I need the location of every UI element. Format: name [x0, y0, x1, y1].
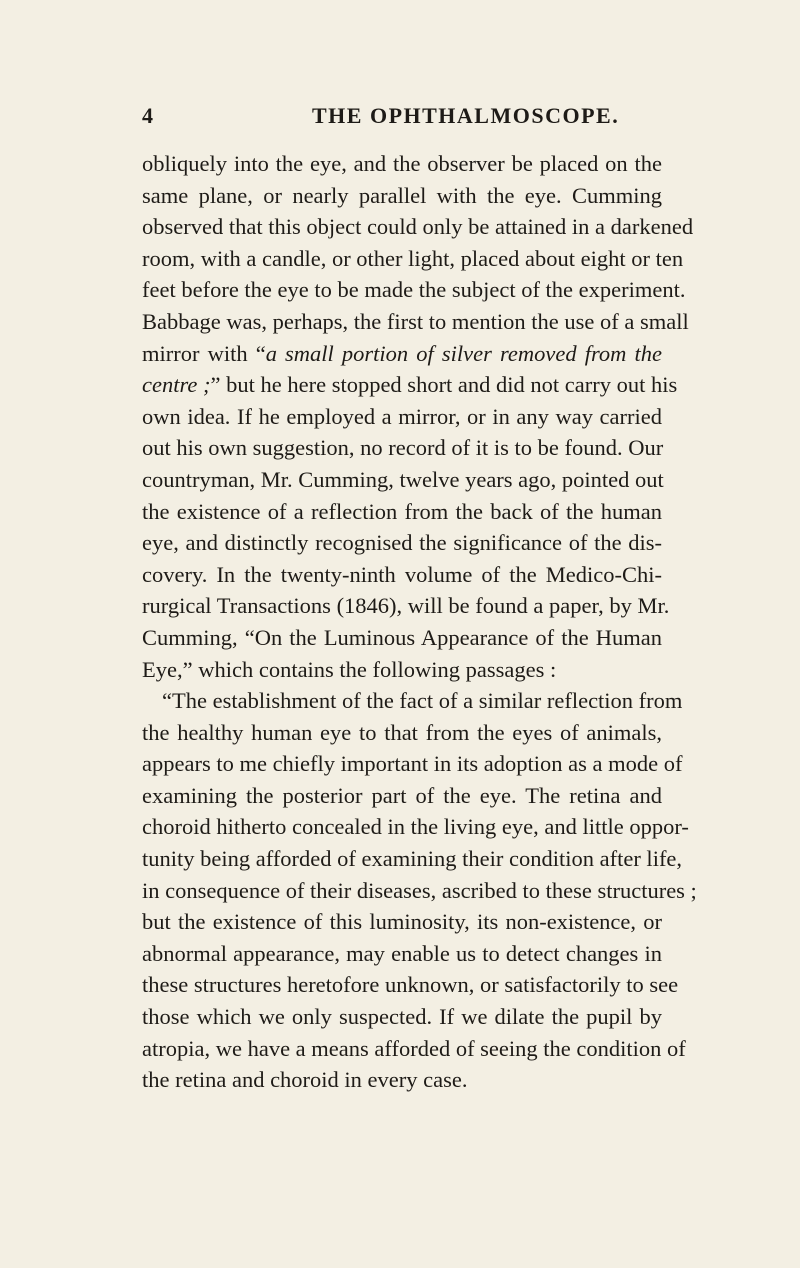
text-line: obliquely into the eye, and the observer be placed on the	[142, 151, 662, 176]
text-run: mirror with “	[142, 340, 266, 366]
text-line: Eye,” which contains the following passages :	[142, 656, 557, 682]
text-line: in consequence of their diseases, ascribed to these structures ;	[142, 877, 697, 903]
text-line: those which we only suspected. If we dilate the pupil by	[142, 1004, 662, 1030]
text-line: own idea. If he employed a mirror, or in any way carried	[142, 403, 662, 429]
text-line: the retina and choroid in every case.	[142, 1067, 468, 1093]
text-line: rurgical Transactions (1846), will be found a paper, by Mr.	[142, 593, 670, 619]
text-line: the healthy human eye to that from the eyes of animals,	[142, 719, 662, 745]
text-line: but the existence of this luminosity, its non-existence, or	[142, 909, 662, 935]
text-line: observed that this object could only be attained in a darkened	[142, 214, 694, 240]
running-title: THE OPHTHALMOSCOPE.	[312, 103, 620, 128]
text-line: covery. In the twenty-ninth volume of the Medico-Chi-	[142, 561, 662, 587]
text-line: Cumming, “On the Luminous Appearance of the Human	[142, 624, 662, 650]
text-line: “The establishment of the fact of a similar reflection from	[162, 688, 683, 714]
text-line: appears to me chiefly important in its adoption as a mode of	[142, 751, 683, 777]
text-line: room, with a candle, or other light, placed about eight or ten	[142, 245, 684, 271]
text-line: tunity being afforded of examining their condition after life,	[142, 846, 683, 872]
page-number: 4	[142, 103, 155, 128]
text-line: eye, and distinctly recognised the significance of the dis-	[142, 530, 662, 556]
text-line: out his own suggestion, no record of it is to be found. Our	[142, 435, 664, 461]
text-line: examining the posterior part of the eye. The retina and	[142, 782, 662, 808]
text-line: same plane, or nearly parallel with the eye. Cumming	[142, 182, 662, 208]
italic-quote: centre ;	[142, 372, 211, 398]
text-line: choroid hitherto concealed in the living eye, and little oppor-	[142, 814, 689, 840]
text-line	[142, 338, 662, 370]
text-run: ” but he here stopped short and did not carry out his	[210, 372, 678, 398]
body-text	[142, 148, 697, 1096]
text-line: Babbage was, perhaps, the first to mention the use of a small	[142, 308, 689, 334]
text-line: the existence of a reflection from the back of the human	[142, 498, 662, 524]
italic-quote: a small portion of silver removed from the	[265, 340, 662, 366]
text-line: countryman, Mr. Cumming, twelve years ago, pointed out	[142, 466, 664, 492]
text-line: these structures heretofore unknown, or satisfactorily to see	[142, 972, 679, 998]
text-line: atropia, we have a means afforded of seeing the condition of	[142, 1035, 686, 1061]
text-line: feet before the eye to be made the subject of the experiment.	[142, 277, 686, 303]
running-head	[142, 97, 662, 137]
text-line: abnormal appearance, may enable us to detect changes in	[142, 940, 662, 966]
text-line	[142, 369, 678, 401]
